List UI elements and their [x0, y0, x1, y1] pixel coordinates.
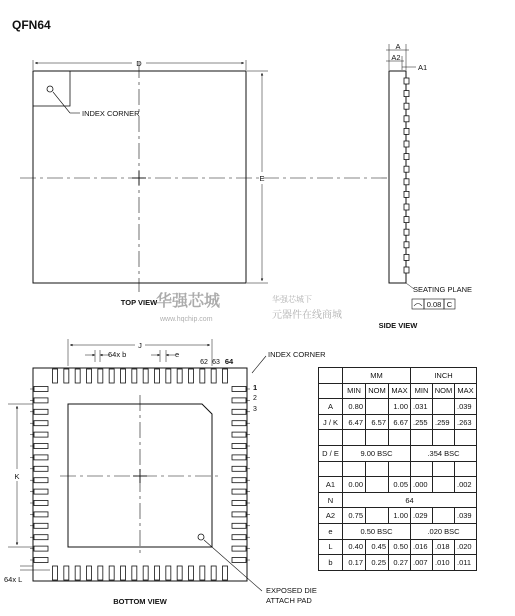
row-symbol [319, 461, 343, 477]
pad-right [232, 455, 246, 460]
exposed-pad-label-2: ATTACH PAD [266, 596, 312, 605]
table-cell: 0.40 [343, 539, 366, 555]
pad-right [232, 478, 246, 483]
pad-top [64, 369, 69, 383]
table-cell [319, 368, 343, 384]
table-row [319, 414, 477, 430]
pad-bottom [87, 566, 92, 580]
side-lead [404, 242, 409, 248]
pad-left [34, 409, 48, 414]
pad-top [75, 369, 80, 383]
table-cell [366, 461, 389, 477]
table-cell [433, 399, 455, 415]
pad-bottom [177, 566, 182, 580]
pad-right [232, 523, 246, 528]
tolerance-value: 0.08 [426, 300, 442, 309]
side-lead [404, 154, 409, 160]
pad-right [232, 398, 246, 403]
top-view-caption: TOP VIEW [120, 298, 158, 307]
table-cell: 0.00 [343, 477, 366, 493]
side-lead [404, 103, 409, 109]
bottom-view [4, 339, 326, 606]
pad-top [98, 369, 103, 383]
column-header: NOM [366, 383, 389, 399]
bottom-index-corner-label: INDEX CORNER [268, 350, 326, 359]
table-cell: .007 [411, 555, 433, 571]
dim-d-label: D [136, 59, 142, 68]
pin-64-label: 64 [224, 357, 234, 366]
top-index-corner-label: INDEX CORNER [82, 109, 140, 118]
pad-bottom [143, 566, 148, 580]
table-row [319, 555, 477, 571]
table-cell: 0.50 BSC [343, 523, 411, 539]
pad-right [232, 535, 246, 540]
pad-bottom [223, 566, 228, 580]
row-symbol: A2 [319, 508, 343, 524]
pad-bottom [211, 566, 216, 580]
pad-bottom [155, 566, 160, 580]
pad-top [109, 369, 114, 383]
column-header: MIN [343, 383, 366, 399]
table-cell: 0.50 [389, 539, 411, 555]
pad-right [232, 501, 246, 506]
pad-left [34, 455, 48, 460]
table-cell [389, 461, 411, 477]
pad-right [232, 432, 246, 437]
side-view [379, 42, 472, 330]
dim-k-label: K [14, 472, 20, 481]
lead-l-label: 64x L [4, 575, 23, 584]
pad-left [34, 523, 48, 528]
pad-right [232, 489, 246, 494]
watermark-cn3: 元器件在线商城 [272, 310, 342, 321]
side-lead [404, 78, 409, 84]
table-cell: .259 [433, 414, 455, 430]
table-cell: .018 [433, 539, 455, 555]
table-row [319, 445, 477, 461]
table-cell: 0.17 [343, 555, 366, 571]
side-lead [404, 217, 409, 223]
table-cell [389, 430, 411, 446]
column-header: MAX [455, 383, 477, 399]
top-view-body [33, 71, 246, 283]
pad-bottom [121, 566, 126, 580]
table-cell: .016 [411, 539, 433, 555]
pad-right [232, 546, 246, 551]
pad-bottom [132, 566, 137, 580]
pad-top [223, 369, 228, 383]
table-cell [343, 461, 366, 477]
row-symbol: e [319, 523, 343, 539]
table-cell [433, 477, 455, 493]
table-cell: .000 [411, 477, 433, 493]
side-lead [404, 254, 409, 260]
pad-top [132, 369, 137, 383]
table-cell: .020 BSC [411, 523, 477, 539]
table-cell [319, 383, 343, 399]
flatness-symbol-box [412, 299, 424, 309]
pin-62-label: 62 [200, 359, 208, 366]
pad-top [177, 369, 182, 383]
pad-left [34, 501, 48, 506]
pad-bottom [189, 566, 194, 580]
dim-j-label: J [138, 341, 142, 350]
row-symbol: A1 [319, 477, 343, 493]
table-cell: 6.67 [389, 414, 411, 430]
table-cell: 64 [343, 492, 477, 508]
pad-top [121, 369, 126, 383]
group-mm-header: MM [343, 368, 411, 384]
table-row [319, 399, 477, 415]
dim-a2-label: A2 [391, 53, 401, 62]
table-row [319, 477, 477, 493]
pad-bottom [75, 566, 80, 580]
table-cell: .010 [433, 555, 455, 571]
index-mark [47, 86, 53, 92]
table-cell: 0.27 [389, 555, 411, 571]
column-header: MAX [389, 383, 411, 399]
table-cell [455, 430, 477, 446]
pad-right [232, 512, 246, 517]
table-row [319, 430, 477, 446]
table-cell: .263 [455, 414, 477, 430]
table-cell: .255 [411, 414, 433, 430]
pitch-e-label: e [175, 350, 180, 359]
table-cell [411, 461, 433, 477]
table-cell: .039 [455, 508, 477, 524]
side-lead [404, 191, 409, 197]
table-cell: 6.57 [366, 414, 389, 430]
table-cell [411, 430, 433, 446]
side-lead [404, 91, 409, 97]
dim-a-label: A [395, 42, 401, 51]
pad-top [53, 369, 58, 383]
pin-2-label: 2 [253, 395, 257, 402]
table-cell: .031 [411, 399, 433, 415]
pad-bottom [166, 566, 171, 580]
table-cell [455, 461, 477, 477]
table-row [319, 492, 477, 508]
side-lead [404, 116, 409, 122]
column-header: MIN [411, 383, 433, 399]
side-lead [404, 128, 409, 134]
pad-left [34, 398, 48, 403]
table-group-header-row [319, 368, 477, 384]
row-symbol: L [319, 539, 343, 555]
pad-left [34, 478, 48, 483]
side-lead [404, 141, 409, 147]
pad-bottom [200, 566, 205, 580]
row-symbol: A [319, 399, 343, 415]
table-cell [433, 508, 455, 524]
pin-63-label: 63 [212, 359, 220, 366]
table-cell: .002 [455, 477, 477, 493]
table-cell: .354 BSC [411, 445, 477, 461]
pitch-b-label: 64x b [108, 350, 127, 359]
side-lead [404, 267, 409, 273]
pad-left [34, 466, 48, 471]
top-view [20, 59, 390, 307]
table-cell: 1.00 [389, 399, 411, 415]
table-cell: .020 [455, 539, 477, 555]
pad-top [87, 369, 92, 383]
pad-right [232, 387, 246, 392]
dim-a1-label: A1 [418, 63, 428, 72]
pad-left [34, 512, 48, 517]
table-row [319, 523, 477, 539]
pin-1-label: 1 [253, 383, 258, 392]
table-cell: 6.47 [343, 414, 366, 430]
row-symbol [319, 430, 343, 446]
row-symbol: N [319, 492, 343, 508]
pad-left [34, 387, 48, 392]
bottom-view-caption: BOTTOM VIEW [113, 597, 167, 606]
table-cell [366, 477, 389, 493]
datum-label: C [446, 300, 453, 309]
side-lead [404, 179, 409, 185]
pad-left [34, 558, 48, 563]
pad-left [34, 421, 48, 426]
side-lead [404, 229, 409, 235]
pad-bottom [98, 566, 103, 580]
table-cell: 0.45 [366, 539, 389, 555]
pad-right [232, 558, 246, 563]
pad-left [34, 535, 48, 540]
table-cell: 9.00 BSC [343, 445, 411, 461]
row-symbol: b [319, 555, 343, 571]
table-row [319, 539, 477, 555]
table-cell [366, 508, 389, 524]
table-cell [433, 430, 455, 446]
table-cell [343, 430, 366, 446]
table-cell: .029 [411, 508, 433, 524]
pad-bottom [64, 566, 69, 580]
watermark [156, 291, 342, 323]
group-inch-header: INCH [411, 368, 477, 384]
drawing-title: QFN64 [12, 18, 51, 32]
pad-right [232, 421, 246, 426]
pad-right [232, 466, 246, 471]
pad-top [155, 369, 160, 383]
table-cell: 0.05 [389, 477, 411, 493]
pad-right [232, 409, 246, 414]
table-cell [366, 399, 389, 415]
pad-top [143, 369, 148, 383]
side-lead [404, 166, 409, 172]
table-cell: 0.25 [366, 555, 389, 571]
watermark-cn: 华强芯城 [156, 293, 221, 310]
side-view-caption: SIDE VIEW [378, 321, 418, 330]
table-cell: 0.80 [343, 399, 366, 415]
side-lead [404, 204, 409, 210]
pad-left [34, 444, 48, 449]
table-cell [366, 430, 389, 446]
row-symbol: D / E [319, 445, 343, 461]
dim-e-label: E [259, 174, 265, 183]
pad-right [232, 444, 246, 449]
pad-left [34, 546, 48, 551]
table-cell [433, 461, 455, 477]
pad-top [211, 369, 216, 383]
table-cell: 1.00 [389, 508, 411, 524]
side-view-body [389, 71, 406, 283]
dimension-table [318, 367, 477, 571]
surface-profile-icon [414, 304, 422, 307]
table-header-row [319, 383, 477, 399]
pad-left [34, 489, 48, 494]
index-corner-box [33, 71, 70, 106]
table-cell: 0.75 [343, 508, 366, 524]
pad-bottom [109, 566, 114, 580]
exposed-pad-label-1: EXPOSED DIE [266, 586, 317, 595]
pad-left [34, 432, 48, 437]
pad-bottom [53, 566, 58, 580]
watermark-cn2: 华强芯城下 [272, 295, 312, 304]
seating-plane-label: SEATING PLANE [413, 285, 473, 294]
column-header: NOM [433, 383, 455, 399]
row-symbol: J / K [319, 414, 343, 430]
table-cell: .039 [455, 399, 477, 415]
pin-3-label: 3 [253, 406, 257, 413]
watermark-url: www.hqchip.com [160, 316, 213, 323]
table-row [319, 508, 477, 524]
pad-top [200, 369, 205, 383]
table-row [319, 461, 477, 477]
pad-top [166, 369, 171, 383]
table-cell: .011 [455, 555, 477, 571]
pad-top [189, 369, 194, 383]
